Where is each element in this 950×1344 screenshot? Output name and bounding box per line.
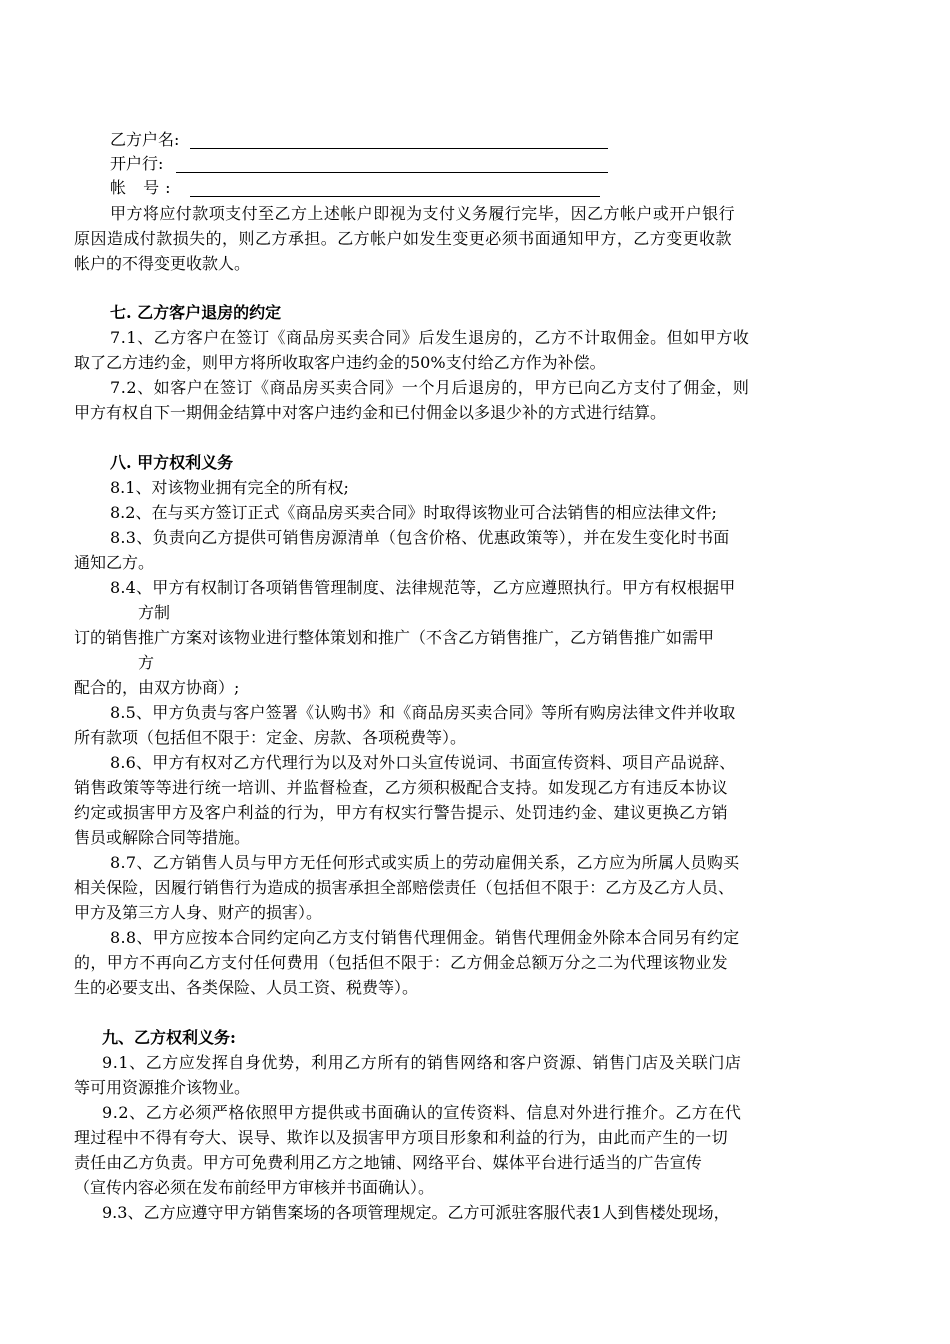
section8-line: 甲方及第三方人身、财产的损害）。 bbox=[74, 903, 323, 922]
section8-line: 售员或解除合同等措施。 bbox=[74, 828, 251, 847]
section9-heading: 九、乙方权利义务: bbox=[102, 1028, 236, 1047]
section9-line: 等可用资源推介该物业。 bbox=[74, 1078, 251, 1097]
section8-line: 相关保险，因履行销售行为造成的损害承担全部赔偿责任（包括但不限于：乙方及乙方人员、 bbox=[74, 878, 735, 897]
section8-line: 通知乙方。 bbox=[74, 553, 155, 572]
section8-heading: 八. 甲方权利义务 bbox=[110, 453, 234, 472]
payment-line-1: 甲方将应付款项支付至乙方上述帐户即视为支付义务履行完毕，因乙方帐户或开户银行 bbox=[110, 204, 736, 223]
section8-line: 的，甲方不再向乙方支付任何费用（包括但不限于：乙方佣金总额万分之二为代理该物业发 bbox=[74, 953, 729, 972]
section7-line: 7.1、乙方客户在签订《商品房买卖合同》后发生退房的，乙方不计取佣金。但如甲方收 bbox=[110, 328, 750, 347]
section8-line: 方制 bbox=[138, 603, 171, 622]
payment-line-3: 帐户的不得变更收款人。 bbox=[74, 254, 251, 273]
section8-line: 生的必要支出、各类保险、人员工资、税费等）。 bbox=[74, 978, 419, 997]
section7-line: 取了乙方违约金，则甲方将所收取客户违约金的50%支付给乙方作为补偿。 bbox=[74, 353, 606, 372]
section9-line: 9.3、乙方应遵守甲方销售案场的各项管理规定。乙方可派驻客服代表1人到售楼处现场， bbox=[102, 1203, 730, 1222]
payment-line-2: 原因造成付款损失的，则乙方承担。乙方帐户如发生变更必须书面通知甲方，乙方变更收款 bbox=[74, 229, 733, 248]
bank-blank bbox=[176, 172, 608, 173]
section8-line: 8.6、甲方有权对乙方代理行为以及对外口头宣传说词、书面宣传资料、项目产品说辞、 bbox=[110, 753, 736, 772]
section8-line: 订的销售推广方案对该物业进行整体策划和推广（不含乙方销售推广，乙方销售推广如需甲 bbox=[74, 628, 715, 647]
section9-line: 责任由乙方负责。甲方可免费利用乙方之地铺、网络平台、媒体平台进行适当的广告宣传 bbox=[74, 1153, 702, 1172]
section9-line: （宣传内容必须在发布前经甲方审核并书面确认）。 bbox=[74, 1178, 435, 1197]
section8-line: 8.5、甲方负责与客户签署《认购书》和《商品房买卖合同》等所有购房法律文件并收取 bbox=[110, 703, 736, 722]
account-holder-blank bbox=[190, 148, 608, 149]
section7-heading: 七. 乙方客户退房的约定 bbox=[110, 303, 282, 322]
section8-line: 约定或损害甲方及客户利益的行为，甲方有权实行警告提示、处罚违约金、建议更换乙方销 bbox=[74, 803, 729, 822]
section8-line: 方 bbox=[138, 653, 155, 672]
section9-line: 9.1、乙方应发挥自身优势，利用乙方所有的销售网络和客户资源、销售门店及关联门店 bbox=[102, 1053, 742, 1072]
account-number-label: 帐 号: bbox=[110, 178, 177, 197]
section8-line: 配合的，由双方协商）; bbox=[74, 678, 240, 697]
section8-line: 所有款项（包括但不限于：定金、房款、各项税费等）。 bbox=[74, 728, 467, 747]
account-number-blank bbox=[190, 196, 600, 197]
section8-line: 8.4、甲方有权制订各项销售管理制度、法律规范等，乙方应遵照执行。甲方有权根据甲 bbox=[110, 578, 736, 597]
section7-line: 7.2、如客户在签订《商品房买卖合同》一个月后退房的，甲方已向乙方支付了佣金，则 bbox=[110, 378, 750, 397]
section9-line: 9.2、乙方必须严格依照甲方提供或书面确认的宣传资料、信息对外进行推介。乙方在代 bbox=[102, 1103, 742, 1122]
bank-label: 开户行: bbox=[110, 154, 164, 173]
account-holder-label: 乙方户名: bbox=[110, 130, 180, 149]
section8-line: 8.8、甲方应按本合同约定向乙方支付销售代理佣金。销售代理佣金外除本合同另有约定 bbox=[110, 928, 740, 947]
section8-line: 8.1、对该物业拥有完全的所有权; bbox=[110, 478, 349, 497]
section9-line: 理过程中不得有夸大、误导、欺诈以及损害甲方项目形象和利益的行为，由此而产生的一切 bbox=[74, 1128, 729, 1147]
section7-line: 甲方有权自下一期佣金结算中对客户违约金和已付佣金以多退少补的方式进行结算。 bbox=[74, 403, 667, 422]
section8-line: 8.7、乙方销售人员与甲方无任何形式或实质上的劳动雇佣关系，乙方应为所属人员购买 bbox=[110, 853, 740, 872]
section8-line: 8.3、负责向乙方提供可销售房源清单（包含价格、优惠政策等），并在发生变化时书面 bbox=[110, 528, 730, 547]
section8-line: 8.2、在与买方签订正式《商品房买卖合同》时取得该物业可合法销售的相应法律文件; bbox=[110, 503, 717, 522]
section8-line: 销售政策等等进行统一培训、并监督检查，乙方须积极配合支持。如发现乙方有违反本协议 bbox=[74, 778, 729, 797]
